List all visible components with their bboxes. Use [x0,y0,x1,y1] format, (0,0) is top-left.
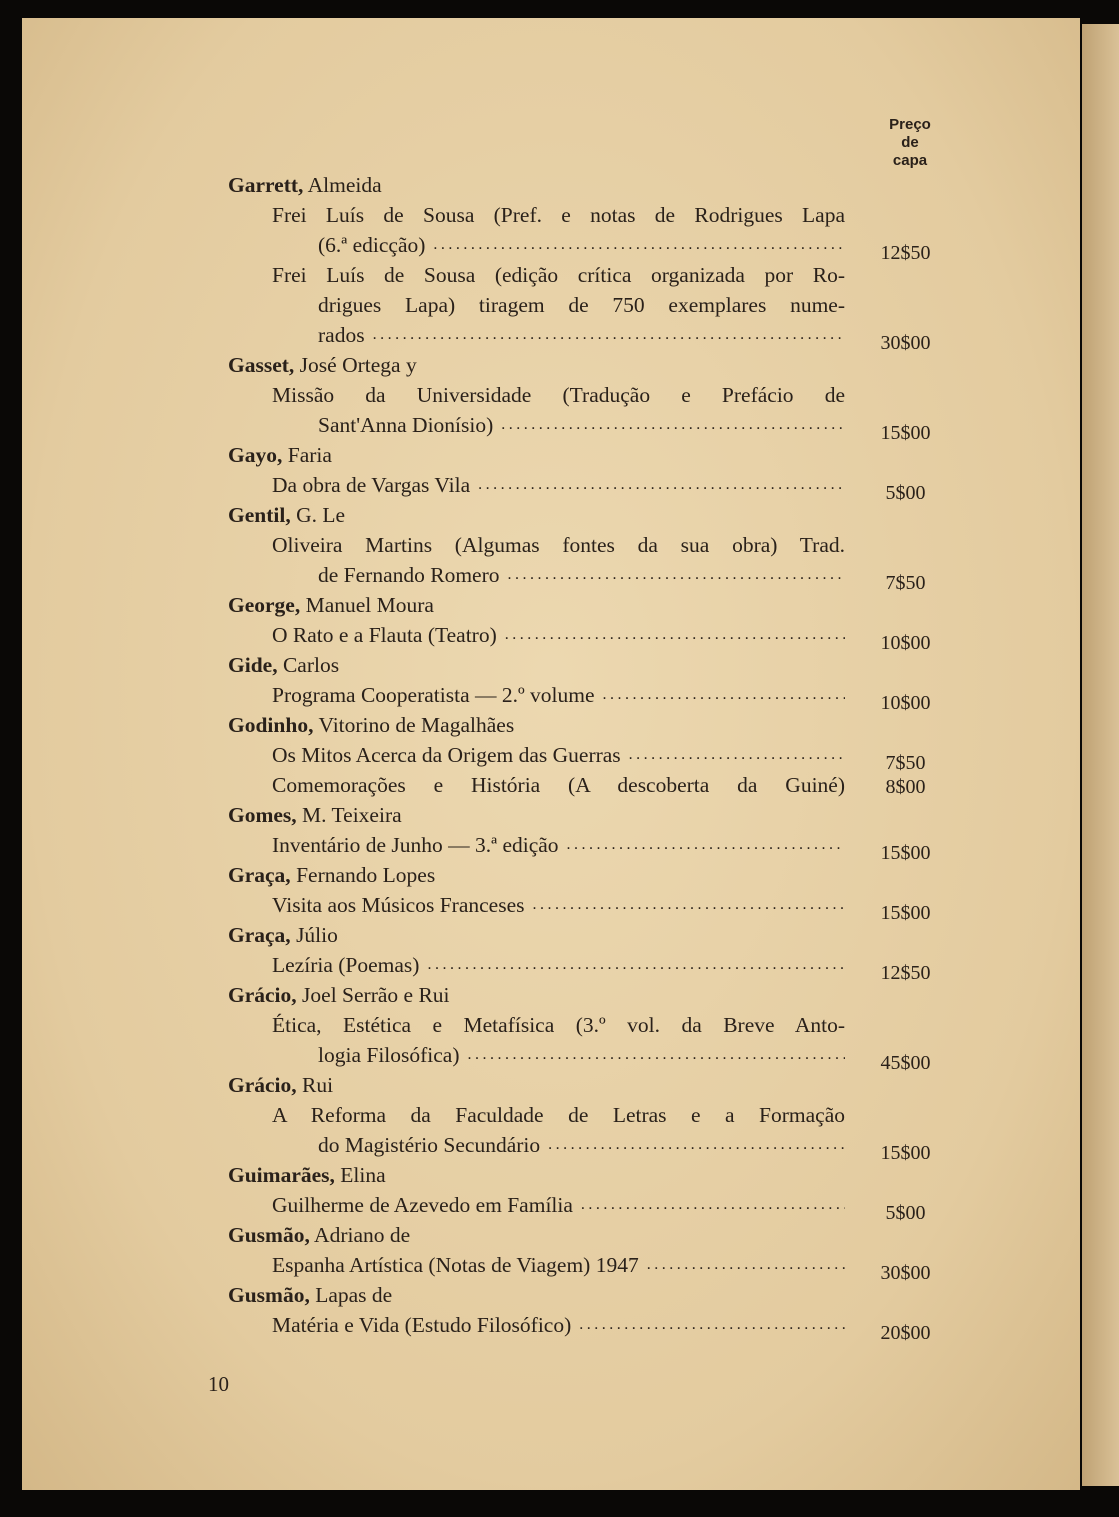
author-line [0,350,1119,380]
work-text: de Fernando Romero [318,563,500,587]
work-line [0,1100,845,1130]
header-line: capa [892,152,928,169]
author-name: M. Teixeira [302,803,402,827]
dot-leader [629,740,845,770]
author-name: Joel Serrão e Rui [302,983,450,1007]
header-line: de [901,134,919,151]
author-surname: Gomes, [228,803,297,827]
dot-leader [603,680,845,710]
work-line [0,1130,931,1164]
price: 15$00 [880,902,931,924]
author-name: Rui [302,1073,334,1097]
author-name: Manuel Moura [305,593,434,617]
work-text: Os Mitos Acerca da Origem das Guerras [272,743,621,767]
dot-leader [581,1190,845,1220]
work-line [0,470,926,504]
dot-leader [373,320,845,350]
dot-leader [533,890,846,920]
work-text: Guilherme de Azevedo em Família [272,1193,573,1217]
price: 15$00 [880,842,931,864]
dot-leader [567,830,845,860]
work-line [0,200,845,230]
author-name: Carlos [282,653,340,677]
price: 10$00 [880,692,931,714]
price: 30$00 [880,1262,931,1284]
author-line [0,590,1119,620]
author-line [0,440,1119,470]
dot-leader [478,470,845,500]
work-line [0,320,931,354]
price: 10$00 [880,632,931,654]
author-surname: Godinho, [228,713,314,737]
price: 12$50 [880,962,931,984]
author-surname: Gusmão, [228,1223,310,1247]
author-name: Júlio [296,923,338,947]
dot-leader [548,1130,845,1160]
author-line [0,1160,1119,1190]
work-text: do Magistério Secundário [318,1133,541,1157]
author-name: Fernando Lopes [296,863,436,887]
work-text: Comemorações e História (A descoberta da Guiné) [272,773,845,797]
work-line [0,1040,931,1074]
work-text: Matéria e Vida (Estudo Filosófico) [272,1313,572,1337]
work-text: drigues Lapa) tiragem de 750 exemplares nume- [318,293,845,317]
work-text: Espanha Artística (Notas de Viagem) 1947 [272,1253,639,1277]
work-line [0,740,926,774]
author-name: Almeida [307,173,382,197]
work-line [0,1310,931,1344]
price: 8$00 [885,776,926,798]
price: 12$50 [880,242,931,264]
author-surname: Guimarães, [228,1163,335,1187]
work-line [0,380,845,410]
author-name: G. Le [296,503,346,527]
price: 15$00 [880,1142,931,1164]
work-text: Frei Luís de Sousa (edição crítica organizada por Ro- [272,263,845,287]
dot-leader [501,410,845,440]
author-line [0,170,1119,200]
price: 45$00 [880,1052,931,1074]
header-line: Preço [889,116,931,133]
catalog-list [0,170,1119,1344]
price: 7$50 [885,752,926,774]
price: 30$00 [880,332,931,354]
work-line [0,680,931,714]
price-column-header [870,116,950,170]
author-name: Vitorino de Magalhães [318,713,515,737]
page-number: 10 [208,1372,229,1396]
work-line [0,410,931,444]
author-line [0,1220,1119,1250]
dot-leader [505,620,845,650]
dot-leader [468,1040,845,1070]
author-surname: Garrett, [228,173,304,197]
work-text: Sant'Anna Dionísio) [318,413,494,437]
dot-leader [647,1250,845,1280]
work-line [0,1190,926,1224]
work-text: rados [318,323,365,347]
work-line [0,620,931,654]
work-text: (6.ª edicção) [318,233,426,257]
work-text: A Reforma da Faculdade de Letras e a Formação [272,1103,845,1127]
work-line [0,230,931,264]
author-line [0,650,1119,680]
work-text: Visita aos Músicos Franceses [272,893,525,917]
work-line [0,1250,931,1284]
author-line [0,980,1119,1010]
author-name: Faria [287,443,332,467]
author-name: José Ortega y [299,353,417,377]
price: 7$50 [885,572,926,594]
dot-leader [508,560,845,590]
price: 15$00 [880,422,931,444]
work-line [0,560,926,594]
author-line [0,500,1119,530]
dot-leader [433,230,845,260]
author-name: Lapas de [315,1283,393,1307]
author-surname: Graça, [228,863,291,887]
author-surname: Gusmão, [228,1283,310,1307]
author-surname: George, [228,593,301,617]
work-line [0,260,845,290]
author-surname: Gide, [228,653,278,677]
work-text: logia Filosófica) [318,1043,460,1067]
work-text: O Rato e a Flauta (Teatro) [272,623,497,647]
work-line [0,950,931,984]
dot-leader [579,1310,845,1340]
author-surname: Gasset, [228,353,295,377]
work-text: Inventário de Junho — 3.ª edição [272,833,559,857]
work-text: Frei Luís de Sousa (Pref. e notas de Rodrigues Lapa [272,203,845,227]
author-line [0,860,1119,890]
work-text: Oliveira Martins (Algumas fontes da sua obra) Trad. [272,533,845,557]
price: 20$00 [880,1322,931,1344]
author-line [0,1070,1119,1100]
author-line [0,800,1119,830]
work-text: Missão da Universidade (Tradução e Prefácio de [272,383,845,407]
work-text: Lezíria (Poemas) [272,953,420,977]
work-line [0,830,931,864]
author-name: Elina [340,1163,386,1187]
work-text: Ética, Estética e Metafísica (3.º vol. da Breve Anto- [272,1013,845,1037]
work-text: Programa Cooperatista — 2.º volume [272,683,595,707]
work-text: Da obra de Vargas Vila [272,473,471,497]
author-surname: Gentil, [228,503,291,527]
work-line [0,770,926,800]
author-line [0,710,1119,740]
dot-leader [427,950,845,980]
author-surname: Gayo, [228,443,283,467]
author-line [0,920,1119,950]
work-line [0,890,931,924]
work-line [0,530,845,560]
price: 5$00 [885,1202,926,1224]
author-line [0,1280,1119,1310]
author-surname: Grácio, [228,1073,297,1097]
work-line [0,1010,845,1040]
price: 5$00 [885,482,926,504]
author-name: Adriano de [314,1223,411,1247]
work-line [0,290,845,320]
author-surname: Graça, [228,923,291,947]
author-surname: Grácio, [228,983,297,1007]
